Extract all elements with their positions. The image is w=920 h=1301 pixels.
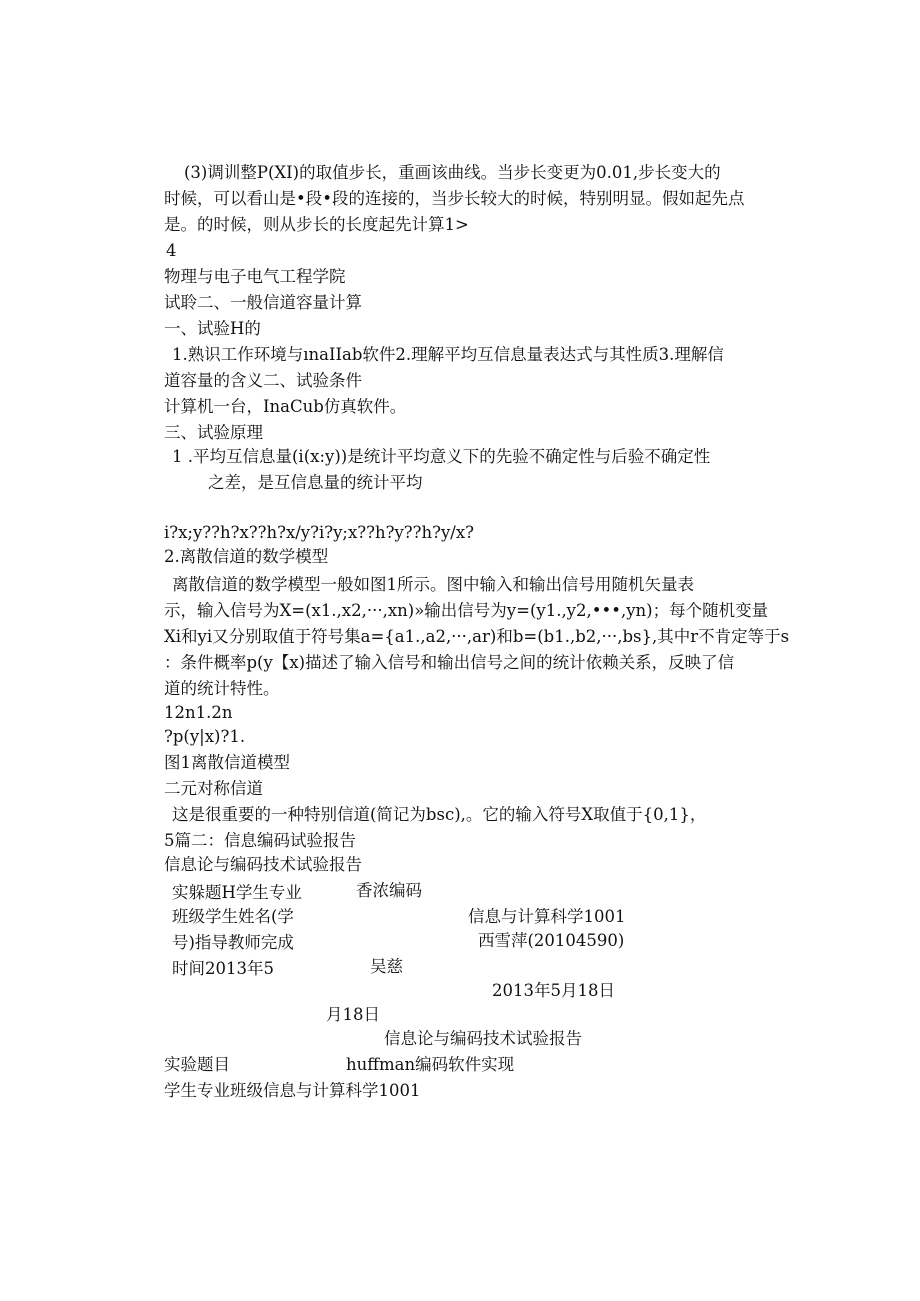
paragraph-line: 离散信道的数学模型一般如图1所示。图中输入和输出信号用随机矢量表 xyxy=(172,575,694,594)
paragraph-line: 5篇二：信息编码试验报告 xyxy=(164,831,356,850)
paragraph-line: 1 .平均互信息量(i(x:y))是统计平均意义下的先验不确定性与后验不确定性 xyxy=(172,447,711,466)
paragraph-line: 计算机一台，InaCub仿真软件。 xyxy=(164,397,407,416)
paragraph-line: 之差，是互信息量的统计平均 xyxy=(208,473,423,492)
paragraph-line: 1.熟识工作环境与ınaIIab软件2.理解平均互信息量表达式与其性质3.理解信 xyxy=(172,345,724,364)
report-label: 号)指导教师完成 xyxy=(172,933,294,952)
paragraph-line: 道的统计特性。 xyxy=(164,679,280,698)
experiment-title: 试聆二、一般信道容量计算 xyxy=(164,293,362,312)
report-value: 吴慈 xyxy=(370,957,403,976)
section-heading: 2.离散信道的数学模型 xyxy=(164,547,329,566)
report-title: 信息论与编码技术试验报告 xyxy=(164,855,362,874)
section-heading: 二元对称信道 xyxy=(164,779,263,798)
report-value: 香浓编码 xyxy=(356,881,422,900)
report-label: 实验题目 xyxy=(164,1055,230,1074)
figure-text: 12n1.2n xyxy=(164,703,233,722)
report-title: 信息论与编码技术试验报告 xyxy=(384,1029,582,1048)
paragraph-line: 时候，可以看山是•段•段的连接的，当步长较大的时候，特别明显。假如起先点 xyxy=(164,189,745,208)
report-label: 实躲题H学生专业 xyxy=(172,883,302,902)
formula: i?x;y??h?x??h?x/y?i?y;x??h?y??h?y/x? xyxy=(164,523,474,542)
paragraph-line: 这是很重要的一种特别信道(简记为bsc),。它的输入符号X取值于{0,1}， xyxy=(172,805,707,824)
report-label: 班级学生姓名(学 xyxy=(172,907,294,926)
report-label: 时间2013年5 xyxy=(172,959,274,978)
report-label: 月18日 xyxy=(326,1005,380,1024)
figure-text: ?p(y|x)?1. xyxy=(164,727,246,746)
page-number: 4 xyxy=(166,241,177,260)
paragraph-line: (3)调训整P(XI)的取值步长，重画该曲线。当步长变更为0.01,步长变大的 xyxy=(184,163,721,182)
school-name: 物理与电子电气工程学院 xyxy=(164,267,346,286)
paragraph-line: Xi和yi又分别取值于符号集a={a1.,a2,···,ar)和b=(b1.,b2,···,bs},其中r不肯定等于s xyxy=(164,627,790,646)
paragraph-line: 是。的时候，则从步长的长度起先计算1> xyxy=(164,215,469,234)
report-value: 2013年5月18日 xyxy=(492,981,615,1000)
section-heading: 一、试验H的 xyxy=(164,319,261,338)
paragraph-line: ：条件概率p(y【x)描述了输入信号和输出信号之间的统计依赖关系，反映了信 xyxy=(164,653,735,672)
paragraph-line: 示，输入信号为X=(x1.,x2,···,xn)»输出信号为y=(y1.,y2,•••,yn)；每个随机变量 xyxy=(164,601,769,620)
report-line: 学生专业班级信息与计算科学1001 xyxy=(164,1081,421,1100)
report-value: 信息与计算科学1001 xyxy=(468,907,626,926)
report-value: huffman编码软件实现 xyxy=(346,1055,515,1074)
report-value: 西雪萍(20104590) xyxy=(478,931,625,950)
figure-caption: 图1离散信道模型 xyxy=(164,753,290,772)
paragraph-line: 道容量的含义二、试验条件 xyxy=(164,371,362,390)
section-heading: 三、试验原理 xyxy=(164,423,263,442)
